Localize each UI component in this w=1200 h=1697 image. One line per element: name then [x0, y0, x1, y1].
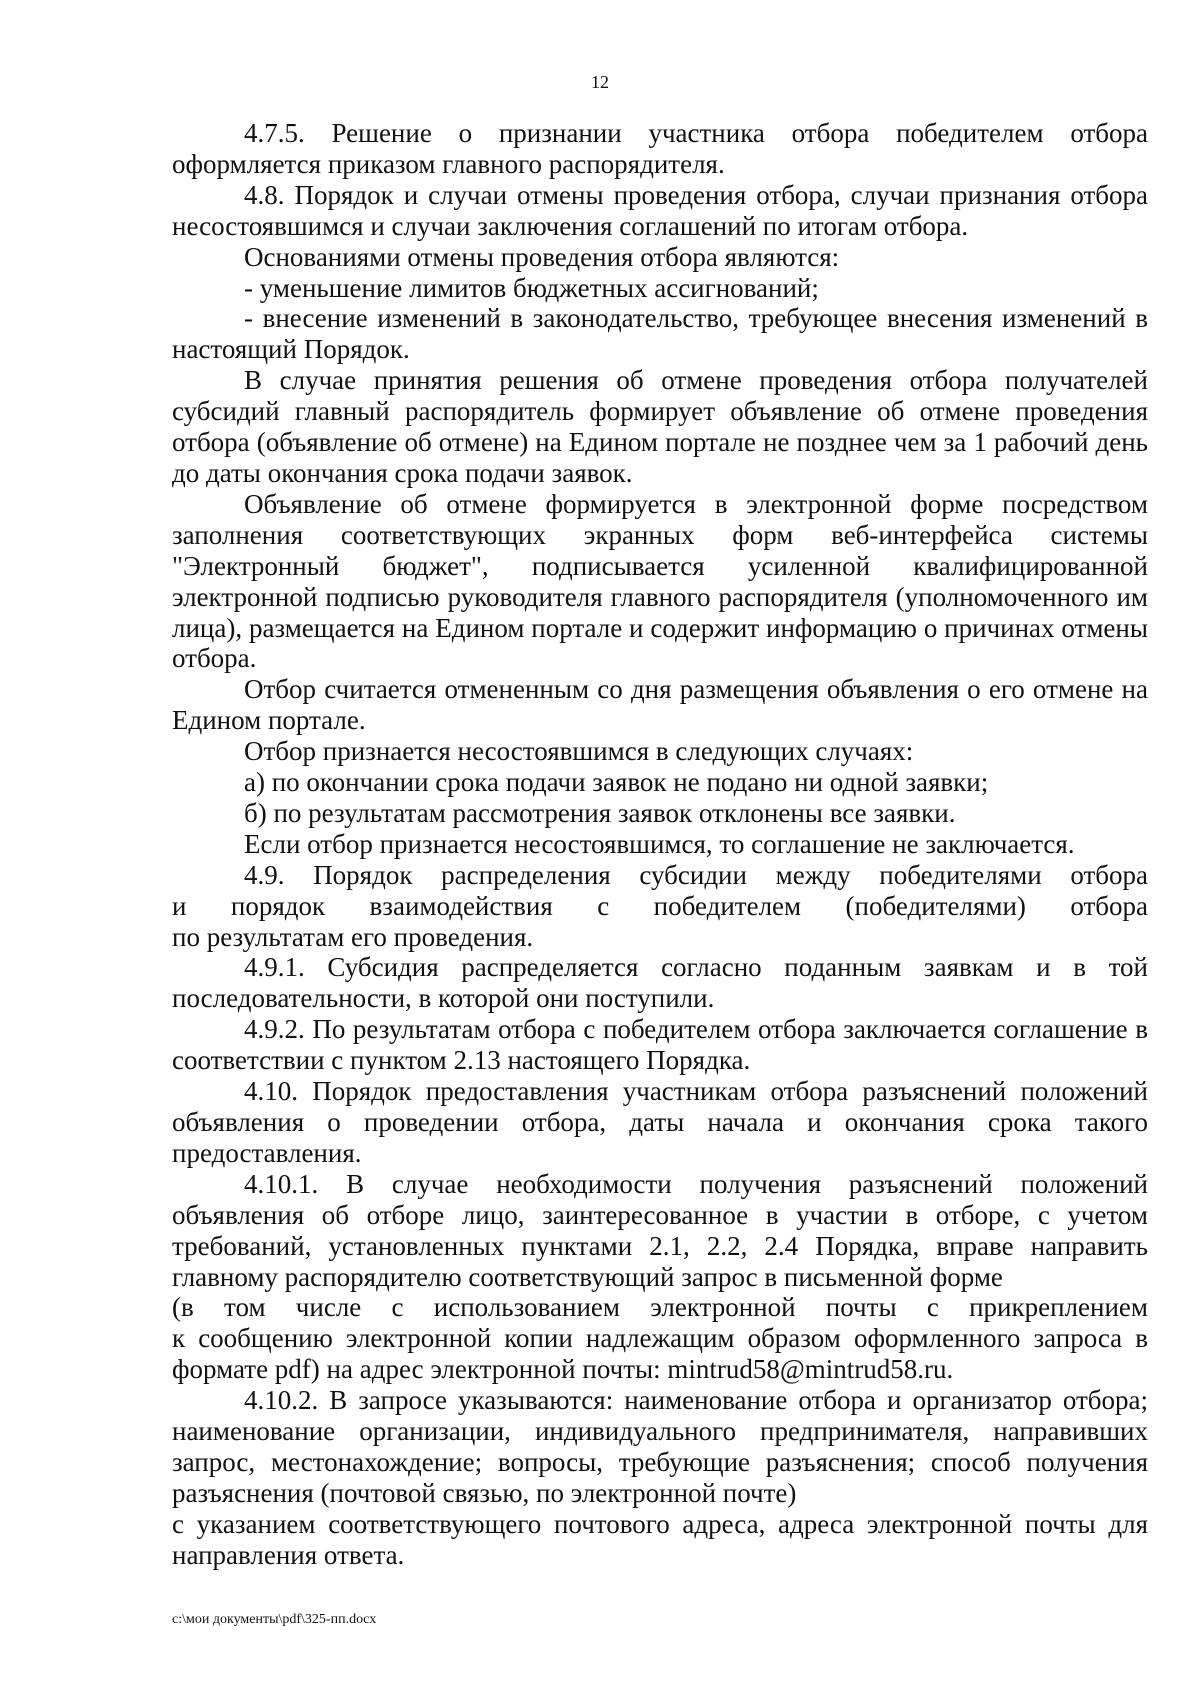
footer-file-path: c:\мои документы\pdf\325-пп.docx — [172, 1612, 377, 1627]
list-item-legislation: - внесение изменений в законодательство, требующее внесения изменений в настоящий Порядок. — [172, 303, 1148, 365]
paragraph-4-10-2-cont: с указанием соответствующего почтового адреса, адреса электронной почты для направления ответа. — [172, 1508, 1148, 1570]
paragraph-4-9-line1: 4.9. Порядок распределения субсидии между победителями отбора — [244, 859, 1148, 890]
paragraph-cancel-announcement: Объявление об отмене формируется в электронной форме посредством заполнения соответствующих экранных форм веб-интерфейса системы "Электронный бюджет", подписывается усиленной квалифицированной электронной подписью руководителя главного распорядителя (уполномоченного им лица), размещается на Едином портале и содержит информацию о причинах отмены отбора. — [172, 488, 1148, 674]
paragraph-4-10-1: 4.10.1. В случае необходимости получения разъяснений положений объявления об отборе лицо, заинтересованное в участии в отборе, с учетом требований, установленных пунктами 2.1, 2.2, 2.4 Порядка, вправе направить главному распорядителю соответствующий запрос в письменной форме — [172, 1168, 1148, 1292]
paragraph-cancel-date: Отбор считается отмененным со дня размещения объявления о его отмене на Едином портале. — [172, 674, 1148, 736]
list-item-b: б) по результатам рассмотрения заявок отклонены все заявки. — [244, 797, 956, 828]
paragraph-4-8: 4.8. Порядок и случаи отмены проведения отбора, случаи признания отбора несостоявшимся и случаи заключения соглашений по итогам отбора. — [172, 179, 1148, 241]
paragraph-4-10: 4.10. Порядок предоставления участникам отбора разъяснений положений объявления о проведении отбора, даты начала и окончания срока такого предоставления. — [172, 1076, 1148, 1168]
paragraph-failed-cases: Отбор признается несостоявшимся в следующих случаях: — [244, 736, 914, 767]
paragraph-4-10-2: 4.10.2. В запросе указываются: наименование отбора и организатор отбора; наименование организации, индивидуального предпринимателя, направивших запрос, местонахождение; вопросы, требующие разъяснения; способ получения разъяснения (почтовой связью, по электронной почте) — [172, 1385, 1148, 1508]
list-item-limits: - уменьшение лимитов бюджетных ассигнований; — [244, 272, 819, 303]
paragraph-no-agreement: Если отбор признается несостоявшимся, то соглашение не заключается. — [244, 828, 1075, 859]
paragraph-cancel-grounds: Основаниями отмены проведения отбора являются: — [244, 241, 840, 272]
page-number: 12 — [591, 72, 609, 92]
document-body — [172, 118, 1148, 1571]
paragraph-4-9-line3: по результатам его проведения. — [172, 921, 534, 952]
paragraph-4-10-1-cont2: к сообщению электронной копии надлежащим образом оформленного запроса в формате pdf) на адрес электронной почты: mintrud58@mintrud58.ru. — [172, 1323, 1148, 1385]
paragraph-4-9-line2: и порядок взаимодействия с победителем (победителями) отбора — [172, 890, 1148, 921]
paragraph-4-9-1: 4.9.1. Субсидия распределяется согласно поданным заявкам и в той последовательности, в которой они поступили. — [172, 952, 1148, 1014]
paragraph-cancel-decision: В случае принятия решения об отмене проведения отбора получателей субсидий главный распорядитель формирует объявление об отмене проведения отбора (объявление об отмене) на Едином портале не позднее чем за 1 рабочий день до даты окончания срока подачи заявок. — [172, 365, 1148, 488]
list-item-a: а) по окончании срока подачи заявок не подано ни одной заявки; — [244, 767, 989, 798]
paragraph-4-9-2: 4.9.2. По результатам отбора с победителем отбора заключается соглашение в соответствии с пунктом 2.13 настоящего Порядка. — [172, 1014, 1148, 1076]
paragraph-4-7-5: 4.7.5. Решение о признании участника отбора победителем отбора оформляется приказом главного распорядителя. — [172, 118, 1148, 179]
paragraph-4-10-1-cont1: (в том числе с использованием электронной почты с прикреплением — [172, 1292, 1148, 1323]
